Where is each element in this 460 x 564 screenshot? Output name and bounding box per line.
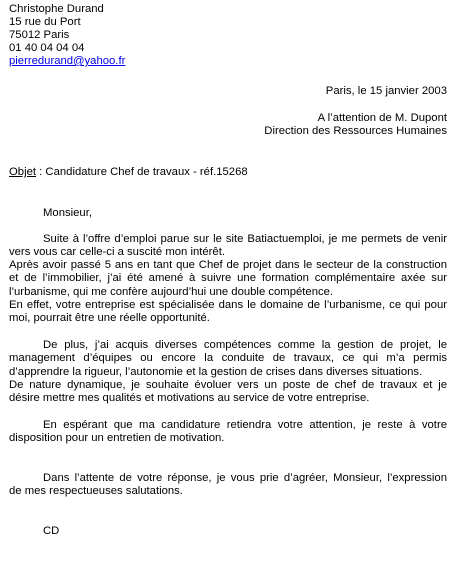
- paragraph-line: Après avoir passé 5 ans en tant que Chef de projet dans le secteur de la construction: [9, 259, 447, 271]
- paragraph-line: d’apprendre la rigueur, l’autonomie et la gestion de crises dans diverses situations.: [9, 365, 423, 378]
- sender-city: 75012 Paris: [9, 29, 70, 41]
- paragraph-line: management d’équipes ou encore la conduite de travaux, ce qui m’a permis: [9, 352, 447, 365]
- paragraph-line: En espérant que ma candidature retiendra votre attention, je reste à votre: [43, 419, 447, 431]
- recipient-department: Direction des Ressources Humaines: [264, 125, 447, 137]
- paragraph-line: moi, pourrait être une réelle opportunité.: [9, 312, 210, 325]
- subject-line: [9, 166, 248, 179]
- date-line: Paris, le 15 janvier 2003: [325, 85, 447, 97]
- sender-email[interactable]: [9, 55, 125, 68]
- paragraph-intro: [9, 233, 447, 260]
- recipient-attention: A l’attention de M. Dupont: [317, 112, 447, 124]
- paragraph-line: l’urbanisme, qui me confère aujourd’hui une double compétence.: [9, 285, 334, 298]
- sender-name: Christophe Durand: [9, 3, 104, 15]
- paragraph-motivation: [9, 379, 447, 406]
- paragraph-experience: [9, 259, 447, 299]
- paragraph-line: vers vous car celle-ci a suscité mon intérêt.: [9, 246, 225, 259]
- paragraph-line: En effet, votre entreprise est spécialisée dans le domaine de l’urbanisme, ce qui pour: [9, 299, 447, 311]
- paragraph-line: De nature dynamique, je souhaite évoluer vers un poste de chef de travaux et je: [9, 379, 447, 391]
- paragraph-closing: [9, 419, 447, 446]
- paragraph-line: de mes respectueuses salutations.: [9, 485, 183, 498]
- paragraph-line: De plus, j’ai acquis diverses compétences comme la gestion de projet, le: [43, 339, 447, 351]
- sender-phone: 01 40 04 04 04: [9, 42, 85, 54]
- paragraph-skills: [9, 339, 447, 379]
- paragraph-company: [9, 299, 447, 326]
- email-link[interactable]: pierredurand@yahoo.fr: [9, 55, 126, 67]
- paragraph-line: désire mettre mes qualités et motivations au service de votre entreprise.: [9, 392, 370, 405]
- subject-text: : Candidature Chef de travaux - réf.15268: [36, 166, 248, 178]
- paragraph-line: Suite à l’offre d’emploi parue sur le site Batiactuemploi, je me permets de venir: [43, 233, 447, 245]
- signature: CD: [43, 525, 60, 537]
- paragraph-line: et de l’immobilier, j’ai été amené à suivre une formation complémentaire axée sur: [9, 272, 447, 285]
- salutation: Monsieur,: [43, 207, 92, 219]
- paragraph-line: disposition pour un entretien de motivation.: [9, 432, 225, 445]
- sender-street: 15 rue du Port: [9, 16, 81, 28]
- paragraph-salutations: [9, 472, 447, 499]
- paragraph-line: Dans l’attente de votre réponse, je vous prie d’agréer, Monsieur, l’expression: [43, 472, 447, 484]
- subject-label: Objet: [9, 166, 37, 178]
